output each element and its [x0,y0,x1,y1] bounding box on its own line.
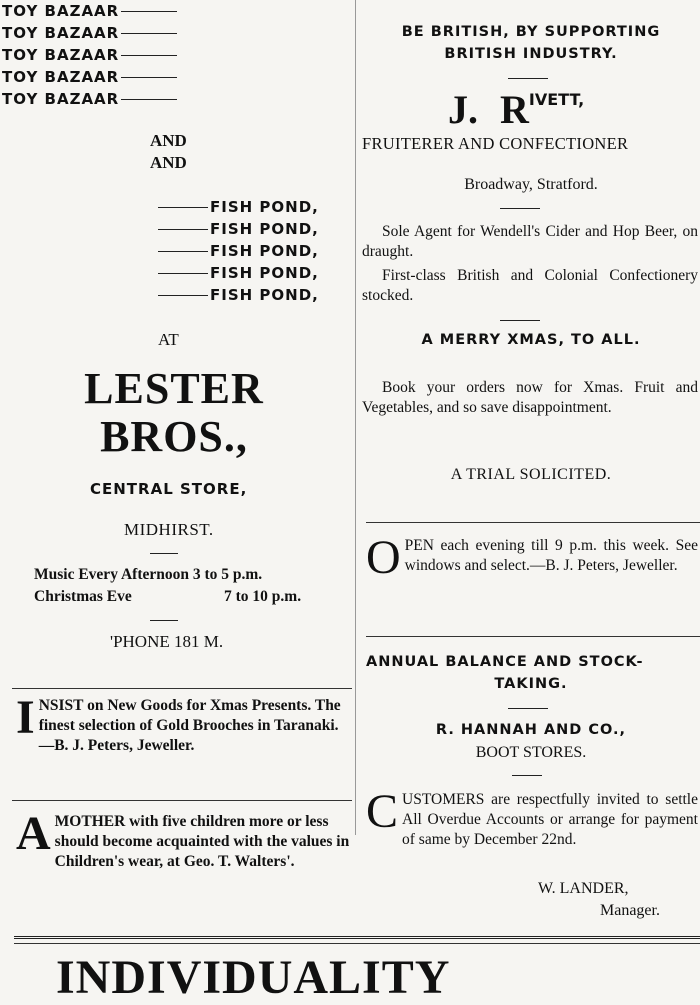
bottom-rule [14,943,700,944]
open-text: PEN each evening till 9 p.m. this week. See windows and select.—B. J. Peters, Jeweller. [404,537,698,574]
fish-pond-line: FISH POND, [158,264,319,286]
customers-ad [366,785,698,850]
section-divider [12,800,352,801]
divider [508,708,548,709]
lander-text: W. LANDER, [538,880,629,897]
fish-pond-line: FISH POND, [158,286,319,308]
book-orders-text: Book your orders now for Xmas. Fruit and Vegetables, and so save disappointment. [362,379,698,416]
insist-text: NSIST on New Goods for Xmas Presents. The finest selection of Gold Brooches in Taranaki.—B. J. Peters, Jeweller. [38,697,341,754]
open-ad [366,531,698,584]
mother-ad [16,807,350,872]
hannah-text: R. HANNAH AND CO., [435,722,627,738]
annual-balance-text: ANNUAL BALANCE AND STOCK- [366,654,644,670]
toy-bazaar-line: TOY BAZAAR [2,66,177,88]
toy-bazaar-block [2,0,177,110]
trial-text: A TRIAL SOLICITED. [450,466,612,483]
midhirst-text: MIDHIRST. [124,520,214,539]
boot-stores-text: BOOT STORES. [475,744,587,761]
insist-ad [16,691,350,756]
central-store-text: CENTRAL STORE, [90,480,248,498]
section-divider [12,688,352,689]
divider [512,775,542,776]
divider [500,208,540,209]
christmas-eve-time: 7 to 10 p.m. [224,588,302,605]
open-dropcap: O [366,531,401,584]
music-line: Music Every Afternoon 3 to 5 p.m. [34,566,263,583]
first-class-text: First-class British and Colonial Confectionery stocked. [362,267,698,304]
bottom-double-rule [14,936,700,939]
be-british-text: BE BRITISH, BY SUPPORTING [401,24,661,40]
sole-agent-text: Sole Agent for Wendell's Cider and Hop Beer, on draught. [362,223,698,260]
and-line: AND [150,153,187,172]
rivett-rest: IVETT, [528,90,585,109]
fruiterer-text: FRUITERER AND CONFECTIONER [362,134,629,153]
merry-xmas-text: A MERRY XMAS, TO ALL. [421,332,641,348]
taking-text: TAKING. [494,676,568,692]
customers-dropcap: C [366,785,399,838]
divider [150,553,178,554]
individuality-heading: INDIVIDUALITY [56,951,451,1004]
column-divider [355,0,356,835]
christmas-eve-label: Christmas Eve [34,588,132,605]
toy-bazaar-line: TOY BAZAAR [2,0,177,22]
mother-text: MOTHER with five children more or less should become acquainted with the values in Children's wear, at Geo. T. Walters'. [54,813,350,870]
and-block [150,130,187,174]
toy-bazaar-line: TOY BAZAAR [2,22,177,44]
rivett-initial-r: R [500,87,529,132]
fish-pond-block [158,198,319,308]
divider [500,320,540,321]
left-column [0,0,352,870]
customers-text: USTOMERS are respectfully invited to settle All Overdue Accounts or arrange for payment of same by December 22nd. [402,791,698,848]
section-divider [366,636,700,637]
rivett-initial-j: J. [448,87,478,132]
toy-bazaar-line: TOY BAZAAR [2,88,177,110]
fish-pond-line: FISH POND, [158,198,319,220]
right-column [362,0,700,919]
rivett-heading [448,86,584,133]
lester-heading: LESTER [84,364,264,413]
manager-text: Manager. [600,902,660,919]
fish-pond-line: FISH POND, [158,220,319,242]
bros-heading: BROS., [100,412,248,461]
broadway-text: Broadway, Stratford. [464,176,598,193]
insist-dropcap: I [16,691,35,744]
fish-pond-line: FISH POND, [158,242,319,264]
toy-bazaar-line: TOY BAZAAR [2,44,177,66]
and-line: AND [150,131,187,150]
phone-text: 'PHONE 181 M. [110,632,224,651]
divider [508,78,548,79]
mother-dropcap: A [16,807,51,860]
british-industry-text: BRITISH INDUSTRY. [444,46,618,62]
section-divider [366,522,700,523]
at-text: AT [158,330,179,349]
divider [150,620,178,621]
